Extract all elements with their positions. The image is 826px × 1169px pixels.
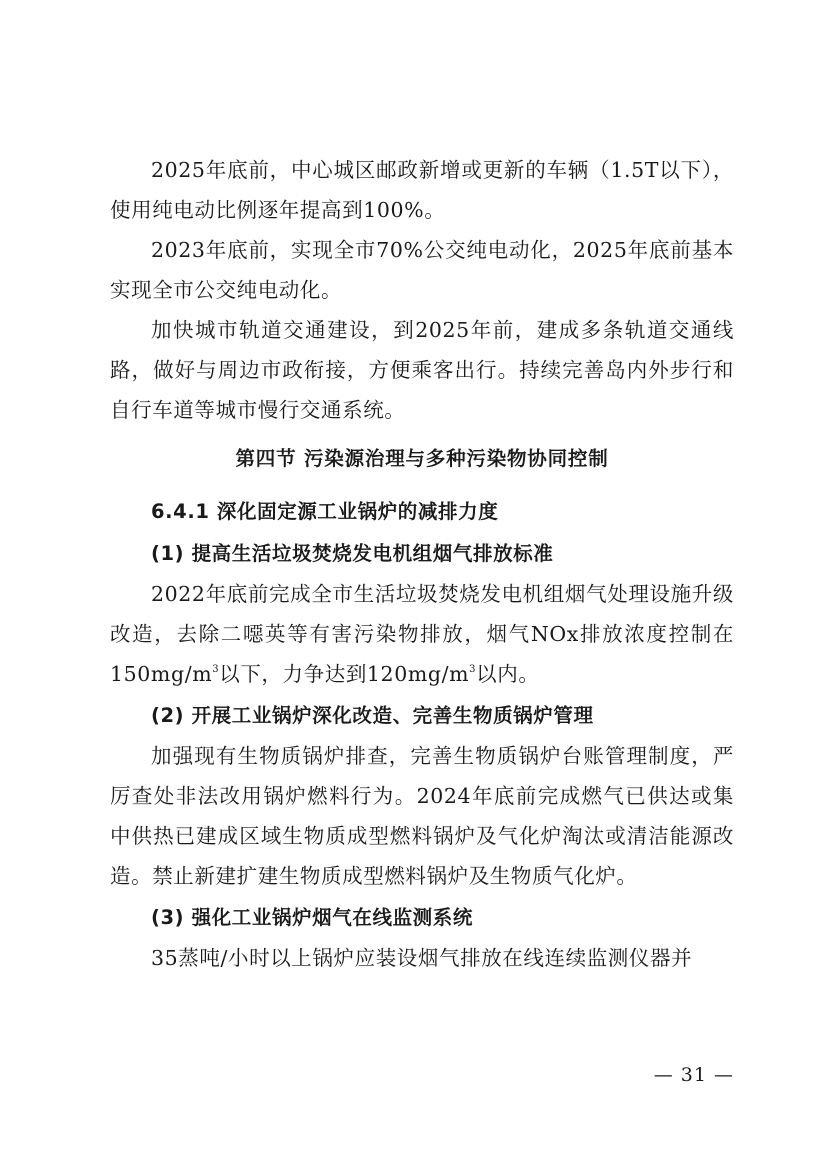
item-heading-1: (1) 提高生活垃圾焚烧发电机组烟气排放标准	[151, 542, 554, 565]
paragraph-public-transit: 2023年底前，实现全市70%公交纯电动化，2025年底前基本实现全市公交纯电动化。	[110, 238, 734, 302]
paragraph-postal-vehicles: 2025年底前，中心城区邮政新增或更新的车辆（1.5T以下），使用纯电动比例逐年提高到100%。	[110, 158, 734, 222]
section-title: 第四节 污染源治理与多种污染物协同控制	[235, 447, 609, 470]
paragraph-incineration	[110, 574, 734, 694]
text-segment: 以下，力争达到120mg/m	[219, 662, 470, 686]
superscript: 3	[212, 664, 220, 675]
superscript: 3	[469, 664, 477, 675]
document-page	[110, 150, 734, 978]
item-heading-3: (3) 强化工业锅炉烟气在线监测系统	[151, 906, 473, 929]
text-segment: 2022年底前完成全市生活垃圾焚烧发电机组烟气处理设施升级改造，去除二噁英等有害污染物排放，烟气NOx排放浓度控制在150mg/m	[110, 582, 734, 686]
paragraph-biomass-boilers: 加强现有生物质锅炉排查，完善生物质锅炉台账管理制度，严厉查处非法改用锅炉燃料行为。2024年底前完成燃气已供达或集中供热已建成区域生物质成型燃料锅炉及气化炉淘汰或清洁能源改造。禁止新建扩建生物质成型燃料锅炉及生物质气化炉。	[110, 744, 734, 888]
paragraph-rail-transit: 加快城市轨道交通建设，到2025年前，建成多条轨道交通线路，做好与周边市政衔接，方便乘客出行。持续完善岛内外步行和自行车道等城市慢行交通系统。	[110, 318, 734, 422]
item-heading-2: (2) 开展工业锅炉深化改造、完善生物质锅炉管理	[151, 704, 594, 727]
paragraph-monitoring: 35蒸吨/小时以上锅炉应装设烟气排放在线连续监测仪器并	[151, 946, 693, 970]
subsection-title: 6.4.1 深化固定源工业锅炉的减排力度	[151, 500, 499, 523]
text-segment: 以内。	[476, 662, 540, 686]
page-number: — 31 —	[653, 1064, 734, 1086]
